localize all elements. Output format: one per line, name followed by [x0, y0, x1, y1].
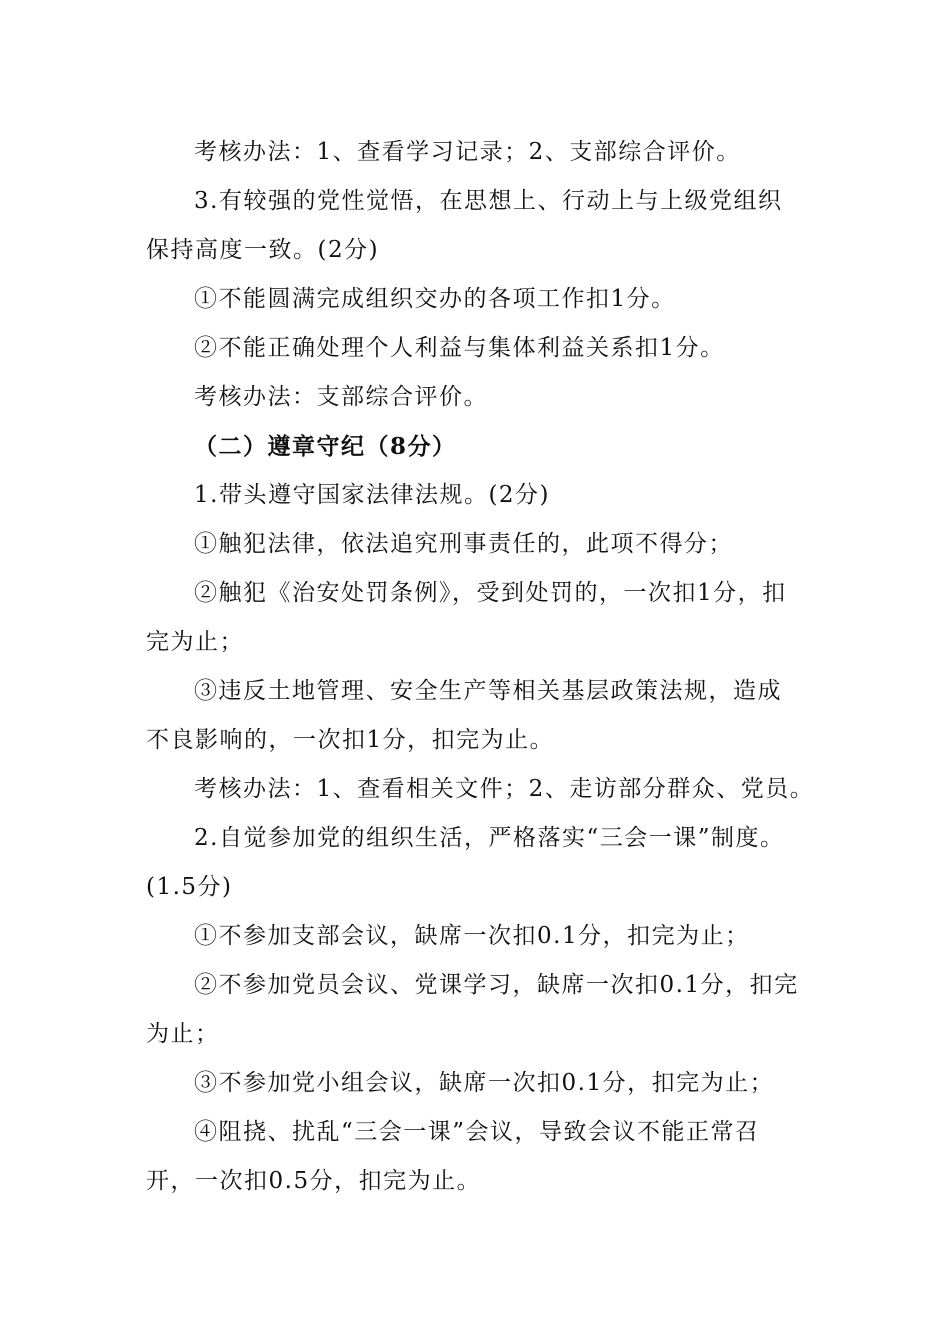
- assessment-method-line: 考核办法：1、查看学习记录；2、支部综合评价。: [194, 139, 741, 165]
- deduction-rule-line: ①触犯法律，依法追究刑事责任的，此项不得分；: [194, 531, 733, 557]
- deduction-rule-line: ④阻挠、扰乱“三会一课”会议，导致会议不能正常召: [194, 1119, 760, 1145]
- deduction-rule-continuation: 为止；: [146, 1021, 220, 1047]
- deduction-rule-line: ②不参加党员会议、党课学习，缺席一次扣0.1分，扣完: [194, 972, 799, 998]
- section-heading: （二）遵章守纪（8分）: [194, 433, 457, 460]
- item-1-heading: 1.带头遵守国家法律法规。(2分): [194, 482, 551, 508]
- item-3-heading-line-2: 保持高度一致。(2分): [146, 237, 380, 263]
- item-2-score: (1.5分): [146, 874, 233, 900]
- deduction-rule-line: ③不参加党小组会议，缺席一次扣0.1分，扣完为止；: [194, 1070, 775, 1096]
- deduction-rule-continuation: 完为止；: [146, 629, 244, 655]
- assessment-method-line: 考核办法：1、查看相关文件；2、走访部分群众、党员。: [194, 776, 815, 802]
- deduction-rule-line: ②触犯《治安处罚条例》，受到处罚的，一次扣1分，扣: [194, 580, 787, 606]
- deduction-rule-continuation: 不良影响的，一次扣1分，扣完为止。: [146, 727, 555, 753]
- deduction-rule-line: ②不能正确处理个人利益与集体利益关系扣1分。: [194, 335, 725, 361]
- item-2-heading: 2.自觉参加党的组织生活，严格落实“三会一课”制度。: [194, 825, 785, 851]
- deduction-rule-line: ①不参加支部会议，缺席一次扣0.1分，扣完为止；: [194, 923, 750, 949]
- assessment-method-line: 考核办法：支部综合评价。: [194, 384, 488, 410]
- item-3-heading-line-1: 3.有较强的党性觉悟，在思想上、行动上与上级党组织: [194, 188, 783, 214]
- deduction-rule-line: ③违反土地管理、安全生产等相关基层政策法规，造成: [194, 678, 782, 704]
- deduction-rule-line: ①不能圆满完成组织交办的各项工作扣1分。: [194, 286, 676, 312]
- deduction-rule-continuation: 开，一次扣0.5分，扣完为止。: [146, 1168, 482, 1194]
